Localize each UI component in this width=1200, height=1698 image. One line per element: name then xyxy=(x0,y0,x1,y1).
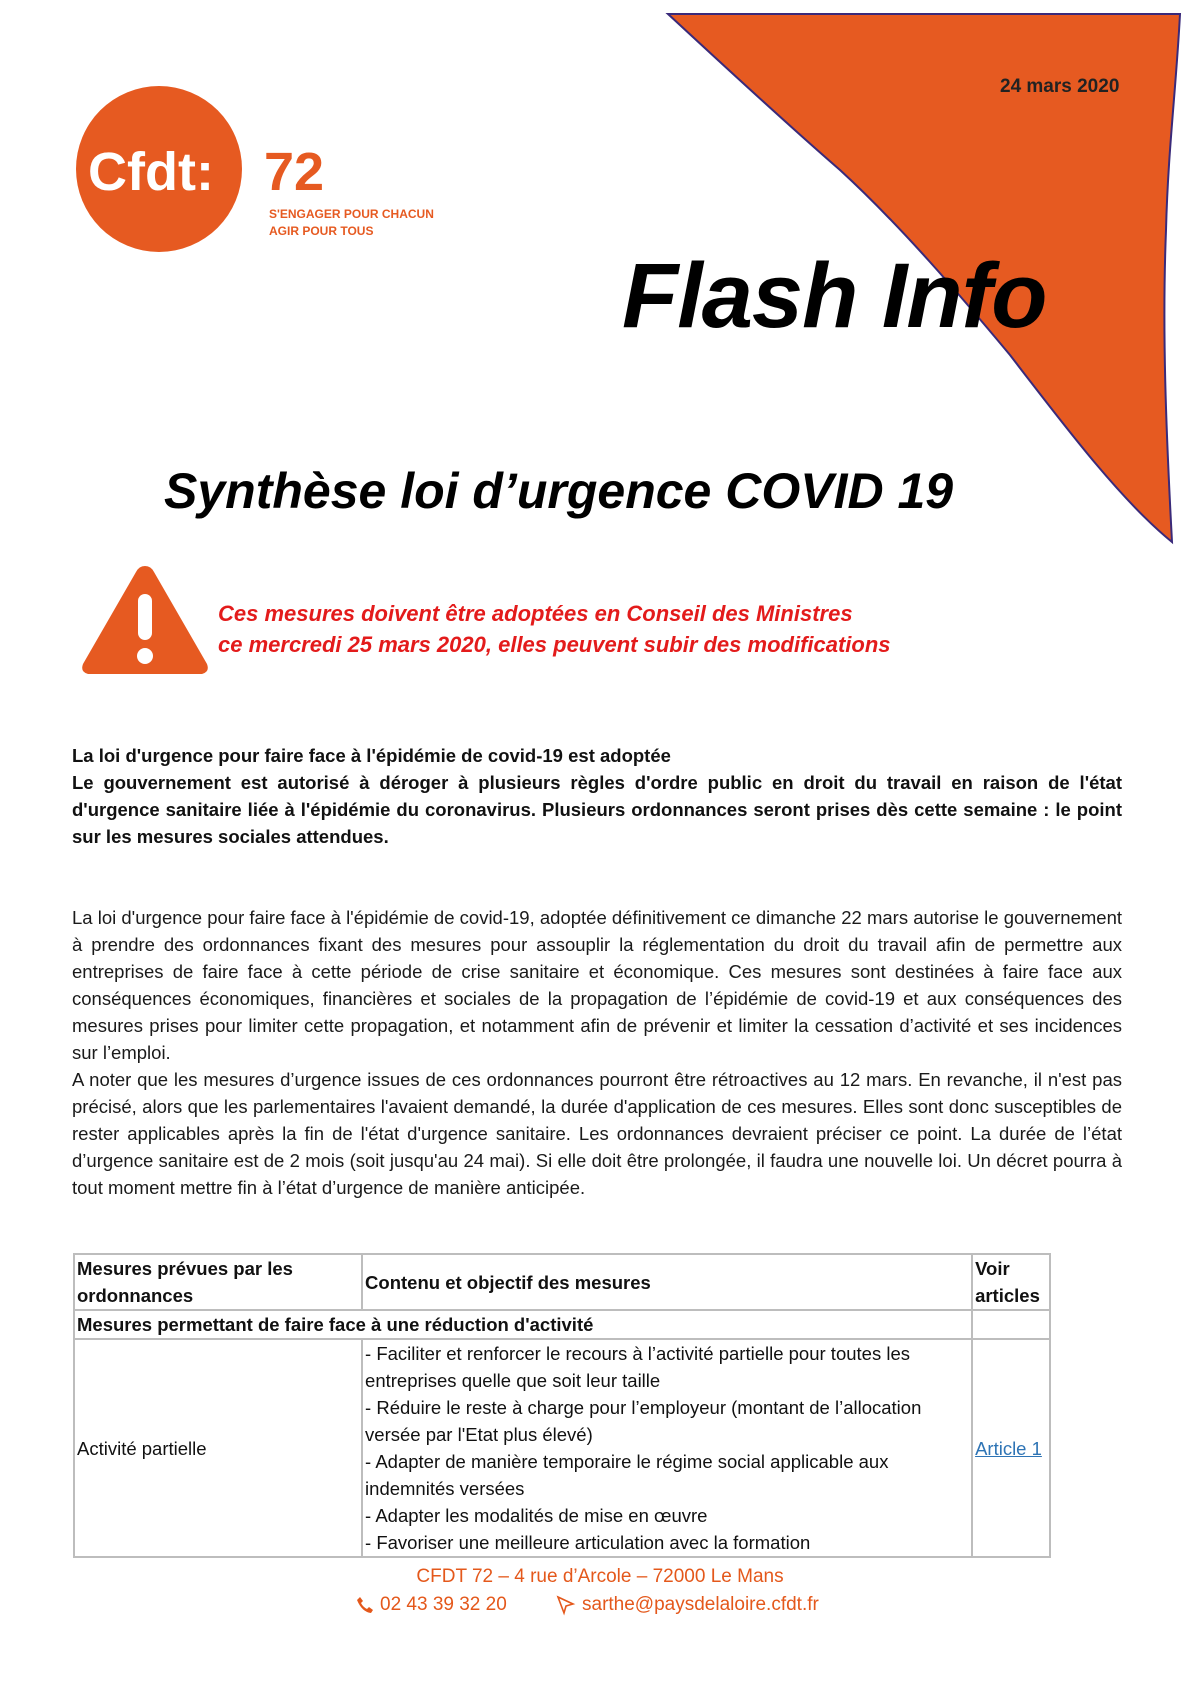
measure-item-1: - Faciliter et renforcer le recours à l’activité partielle pour toutes les entreprises quelle que soit leur taille xyxy=(365,1343,910,1391)
body-paragraph-1: La loi d'urgence pour faire face à l'épidémie de covid-19, adoptée définitivement ce dimanche 22 mars autorise le gouvernement à prendre des ordonnances fixant des mesures pour assouplir la réglementation du droit du travail afin de permettre aux entreprises de faire face à cette période de crise sanitaire et économique. Ces mesures sont destinées à faire face aux conséquences économiques, financières et sociales de la propagation de l’épidémie de covid-19 et aux conséquences des mesures prises pour limiter cette propagation, et notamment afin de prévenir et limiter la cessation d’activité et ses incidences sur l’emploi. xyxy=(72,907,1122,1063)
measure-content xyxy=(362,1339,972,1557)
intro-block xyxy=(72,742,1122,850)
intro-text: Le gouvernement est autorisé à déroger à plusieurs règles d'ordre public en droit du travail en raison de l'état d'urgence sanitaire liée à l'épidémie du coronavirus. Plusieurs ordonnances seront prises dès cette semaine : le point sur les mesures sociales attendues. xyxy=(72,772,1122,847)
warning-line-2: ce mercredi 25 mars 2020, elles peuvent subir des modifications xyxy=(218,632,891,657)
section-empty-cell xyxy=(972,1310,1050,1339)
svg-text:72: 72 xyxy=(264,142,325,202)
body-text xyxy=(72,904,1122,1201)
measure-item-5: - Favoriser une meilleure articulation avec la formation xyxy=(365,1532,811,1553)
document-date: 24 mars 2020 xyxy=(1000,76,1120,97)
cfdt-logo xyxy=(76,86,434,256)
footer-email[interactable]: sarthe@paysdelaloire.cfdt.fr xyxy=(582,1594,819,1615)
section-title: Mesures permettant de faire face à une réduction d'activité xyxy=(74,1310,972,1339)
measure-name: Activité partielle xyxy=(74,1339,362,1557)
flash-info-title: Flash Info xyxy=(622,245,1047,347)
page-title: Synthèse loi d’urgence COVID 19 xyxy=(164,463,954,519)
article-cell xyxy=(972,1339,1050,1557)
mouse-pointer-icon xyxy=(556,1595,576,1615)
header-articles: Voir articles xyxy=(972,1254,1050,1310)
measure-item-2: - Réduire le reste à charge pour l’employeur (montant de l’allocation versée par l'Etat plus élevé) xyxy=(365,1397,922,1445)
measures-table xyxy=(73,1253,1051,1558)
warning-line-1: Ces mesures doivent être adoptées en Conseil des Ministres xyxy=(218,601,853,626)
measure-item-3: - Adapter de manière temporaire le régime social applicable aux indemnités versées xyxy=(365,1451,889,1499)
measure-item-4: - Adapter les modalités de mise en œuvre xyxy=(365,1505,708,1526)
svg-text:Cfdt:: Cfdt: xyxy=(88,142,214,202)
body-paragraph-2: A noter que les mesures d’urgence issues de ces ordonnances pourront être rétroactives au 12 mars. En revanche, il n'est pas précisé, alors que les parlementaires l'avaient demandé, la durée d'application de ces mesures. Elles sont donc susceptibles de rester applicables après la fin de l'état d'urgence sanitaire. Les ordonnances devraient préciser ce point. La durée de l’état d’urgence sanitaire est de 2 mois (soit jusqu'au 24 mai). Si elle doit être prolongée, il faudra une nouvelle loi. Un décret pourra à tout moment mettre fin à l’état d’urgence de manière anticipée. xyxy=(72,1069,1122,1198)
intro-headline: La loi d'urgence pour faire face à l'épidémie de covid-19 est adoptée xyxy=(72,745,671,766)
table-section-row xyxy=(74,1310,1050,1339)
footer-address: CFDT 72 – 4 rue d’Arcole – 72000 Le Mans xyxy=(416,1566,784,1587)
table-row xyxy=(74,1339,1050,1557)
header-content: Contenu et objectif des mesures xyxy=(362,1254,972,1310)
table-header-row xyxy=(74,1254,1050,1310)
phone-icon xyxy=(356,1596,374,1614)
svg-text:AGIR POUR TOUS: AGIR POUR TOUS xyxy=(269,224,374,238)
warning-triangle-icon xyxy=(78,560,212,678)
article-link[interactable]: Article 1 xyxy=(975,1437,1042,1459)
footer-phone-group xyxy=(356,1594,507,1616)
footer-phone[interactable]: 02 43 39 32 20 xyxy=(380,1594,507,1615)
header-measures: Mesures prévues par les ordonnances xyxy=(74,1254,362,1310)
footer-email-group xyxy=(556,1594,819,1616)
svg-text:S'ENGAGER POUR CHACUN: S'ENGAGER POUR CHACUN xyxy=(269,207,434,221)
